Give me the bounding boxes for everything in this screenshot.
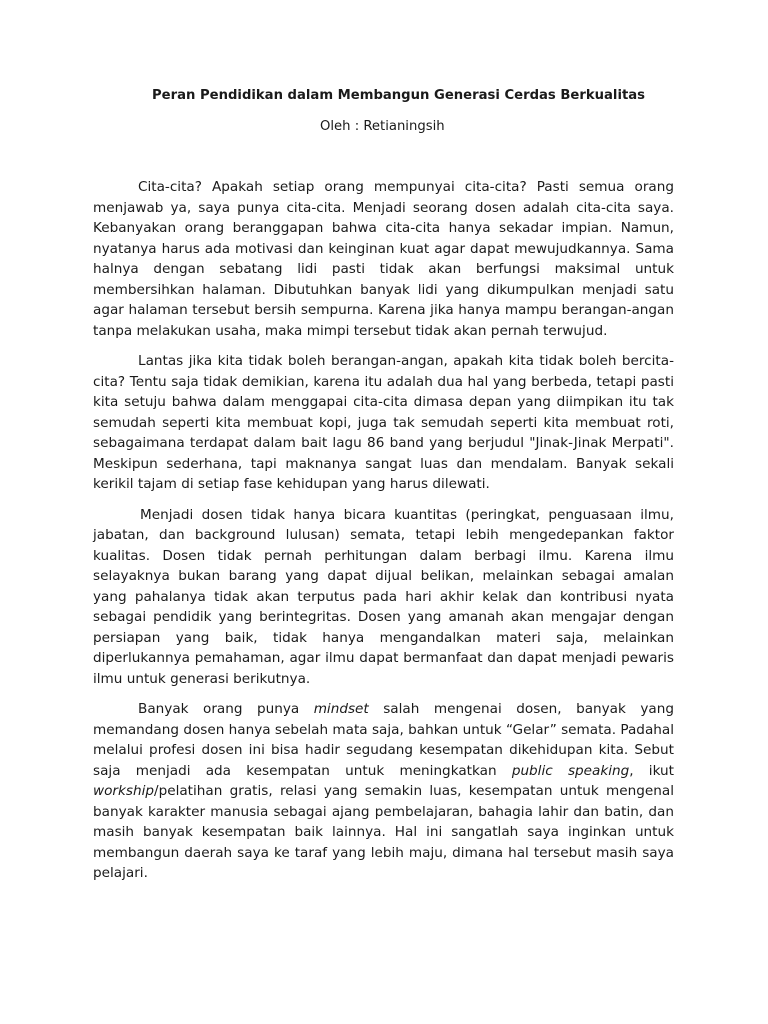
paragraph-4-text-2: salah mengenai dosen, banyak yang memandang dosen hanya sebelah mata saja, bahkan untuk “Gelar” semata. Padahal melalui profesi dosen ini bisa hadir segudang kesempatan dikehidupan kita. Sebut saja menjadi ada kesempatan untuk meningkatkan <box>93 701 674 779</box>
paragraph-4-text-3: , ikut <box>629 762 674 779</box>
paragraph-4-text-1: Banyak orang punya <box>138 701 314 717</box>
paragraph-3: Menjadi dosen tidak hanya bicara kuantitas (peringkat, penguasaan ilmu, jabatan, dan background lulusan) semata, tetapi lebih mengedepankan faktor kualitas. Dosen tidak pernah perhitungan dalam berbagi ilmu. Karena ilmu selayaknya bukan barang yang dapat dijual belikan, melainkan sebagai amalan yang pahalanya tidak akan terputus pada hari akhir kelak dan kontribusi nyata sebagai pendidik yang berintegritas. Dosen yang amanah akan mengajar dengan persiapan yang baik, tidak hanya mengandalkan materi saja, melainkan diperlukannya pemahaman, agar ilmu dapat bermanfaat dan dapat menjadi pewaris ilmu untuk generasi berikutnya. <box>93 506 674 687</box>
term-public-speaking: public speaking <box>511 762 630 779</box>
term-workship: workship <box>93 783 154 799</box>
term-mindset: mindset <box>313 701 369 717</box>
paragraph-4-text-4: /pelatihan gratis, relasi yang semakin luas, kesempatan untuk mengenal banyak karakter manusia sebagai ajang pembelajaran, bahagia lahir dan batin, dan masih banyak kesempatan baik lainnya. Hal ini sangatlah saya inginkan untuk membangun daerah saya ke taraf yang lebih maju, dimana hal tersebut masih saya pelajari. <box>93 783 674 881</box>
paragraph-2: Lantas jika kita tidak boleh berangan-angan, apakah kita tidak boleh bercita-cita? Tentu saja tidak demikian, karena itu adalah dua hal yang berbeda, tetapi pasti kita setuju bahwa dalam menggapai cita-cita dimasa depan yang diimpikan itu tak semudah seperti kita membuat kopi, juga tak semudah seperti kita membuat roti, sebagaimana terdapat dalam bait lagu 86 band yang berjudul "Jinak-Jinak Merpati". Meskipun sederhana, tapi maknanya sangat luas dan mendalam. Banyak sekali kerikil tajam di setiap fase kehidupan yang harus dilewati. <box>93 353 674 492</box>
paragraph-4 <box>93 699 674 884</box>
document-title: Peran Pendidikan dalam Membangun Generasi Cerdas Berkualitas <box>152 88 646 103</box>
author-line: Oleh : Retianingsih <box>320 119 445 134</box>
paragraph-1: Cita-cita? Apakah setiap orang mempunyai cita-cita? Pasti semua orang menjawab ya, saya punya cita-cita. Menjadi seorang dosen adalah cita-cita saya. Kebanyakan orang beranggapan bahwa cita-cita hanya sekadar impian. Namun, nyatanya harus ada motivasi dan keinginan kuat agar dapat mewujudkannya. Sama halnya dengan sebatang lidi pasti tidak akan berfungsi maksimal untuk membersihkan halaman. Dibutuhkan banyak lidi yang dikumpulkan menjadi satu agar halaman tersebut bersih sempurna. Karena jika hanya mampu berangan-angan tanpa melakukan usaha, maka mimpi tersebut tidak akan pernah terwujud. <box>93 179 674 339</box>
article-body <box>93 177 674 894</box>
